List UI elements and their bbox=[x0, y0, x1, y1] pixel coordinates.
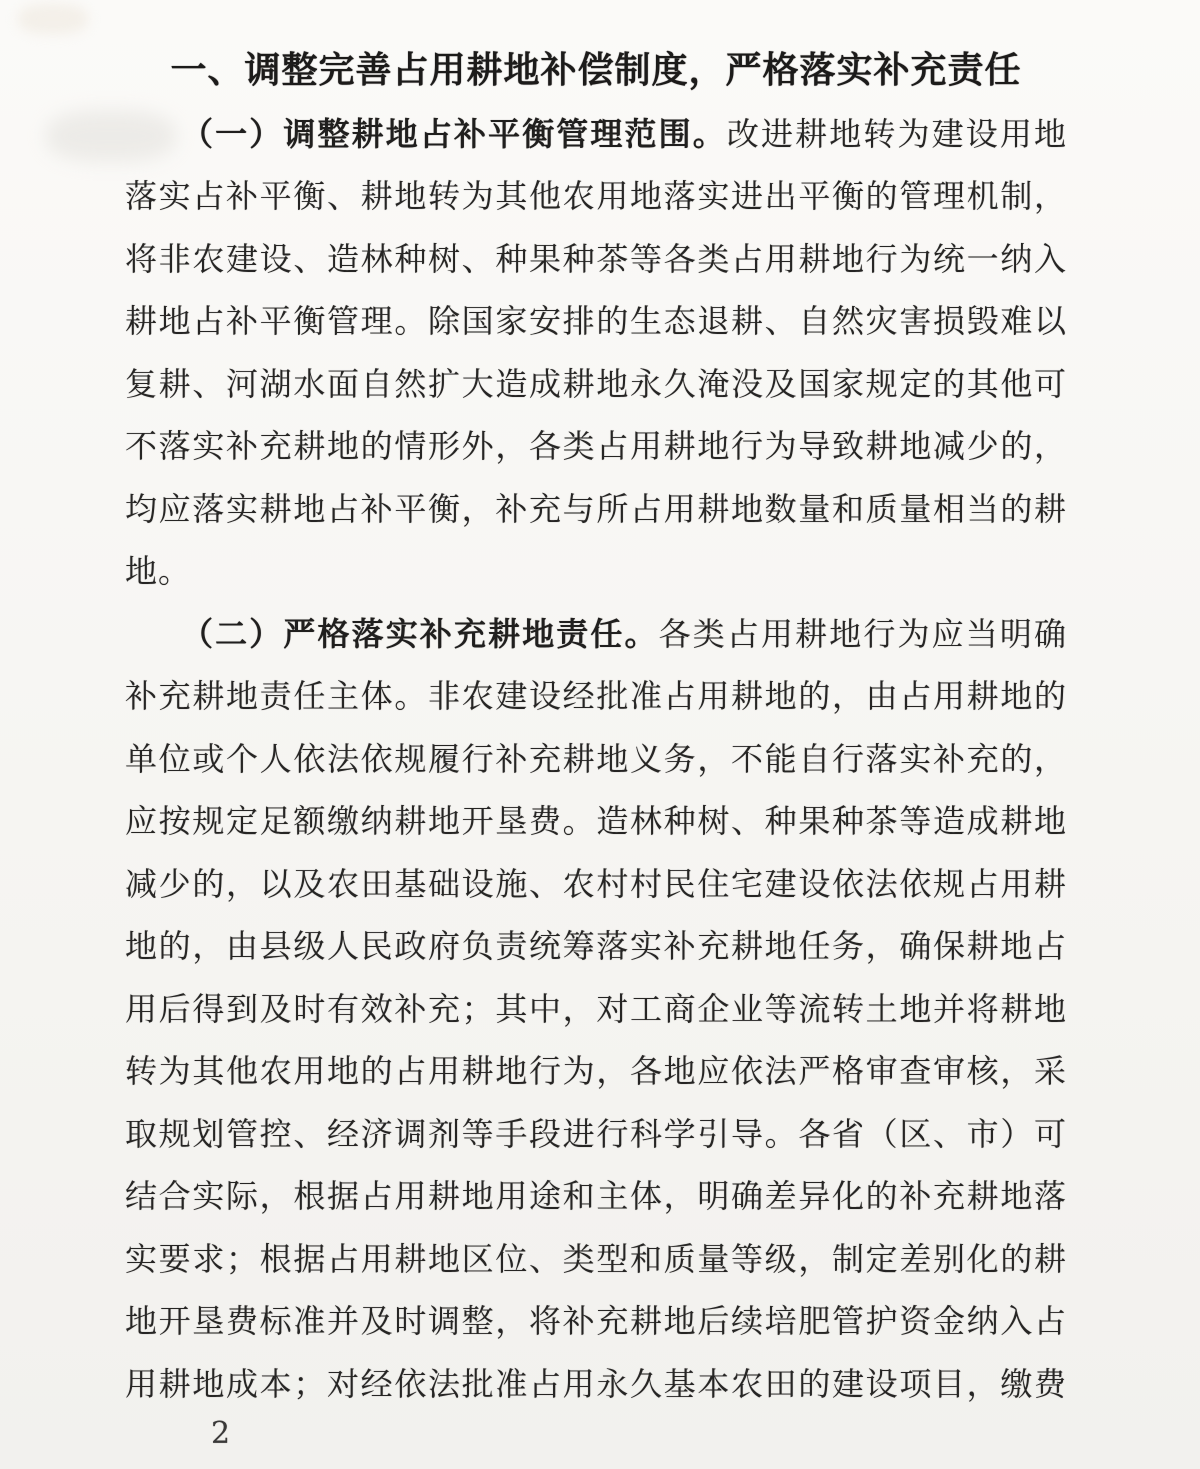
doc-line: 地的，由县级人民政府负责统筹落实补充耕地任务，确保耕地占 bbox=[125, 927, 1067, 965]
doc-line: 不落实补充耕地的情形外，各类占用耕地行为导致耕地减少的， bbox=[125, 427, 1067, 465]
page-number: 2 bbox=[211, 1416, 231, 1451]
doc-line: 用后得到及时有效补充；其中，对工商企业等流转土地并将耕地 bbox=[125, 989, 1067, 1028]
doc-line: 落实占补平衡、耕地转为其他农用地落实进出平衡的管理机制， bbox=[125, 177, 1067, 215]
doc-line: 结合实际，根据占用耕地用途和主体，明确差异化的补充耕地落 bbox=[125, 1177, 1067, 1215]
section-heading: 一、调整完善占用耕地补偿制度，严格落实补充责任 bbox=[170, 50, 1022, 91]
paragraph-lead: （二）严格落实补充耕地责任。 bbox=[181, 614, 659, 653]
doc-line: 取规划管控、经济调剂等手段进行科学引导。各省（区、市）可 bbox=[125, 1114, 1067, 1153]
doc-line: 复耕、河湖水面自然扩大造成耕地永久淹没及国家规定的其他可 bbox=[125, 364, 1067, 403]
doc-line: 将非农建设、造林种树、种果种茶等各类占用耕地行为统一纳入 bbox=[125, 239, 1067, 278]
document-body bbox=[125, 40, 1067, 1415]
doc-line: 地开垦费标准并及时调整，将补充耕地后续培肥管护资金纳入占 bbox=[125, 1302, 1067, 1340]
doc-line bbox=[125, 103, 1067, 166]
doc-line: 耕地占补平衡管理。除国家安排的生态退耕、自然灾害损毁难以 bbox=[125, 302, 1067, 340]
paragraph-text: 改进耕地转为建设用地 bbox=[726, 114, 1067, 153]
doc-line: 减少的，以及农田基础设施、农村村民住宅建设依法依规占用耕 bbox=[125, 864, 1067, 903]
doc-line: 应按规定足额缴纳耕地开垦费。造林种树、种果种茶等造成耕地 bbox=[125, 802, 1067, 840]
paragraph-text: 各类占用耕地行为应当明确 bbox=[658, 614, 1067, 653]
doc-line: 用耕地成本；对经依法批准占用永久基本农田的建设项目，缴费 bbox=[125, 1364, 1067, 1403]
doc-line: 均应落实耕地占补平衡，补充与所占用耕地数量和质量相当的耕 bbox=[125, 489, 1067, 528]
doc-line: 地。 bbox=[125, 552, 192, 590]
scan-artifact bbox=[18, 4, 88, 34]
doc-line: 补充耕地责任主体。非农建设经批准占用耕地的，由占用耕地的 bbox=[125, 677, 1067, 715]
paragraph-lead: （一）调整耕地占补平衡管理范围。 bbox=[181, 114, 727, 153]
doc-line: 单位或个人依法依规履行补充耕地义务，不能自行落实补充的， bbox=[125, 739, 1067, 778]
doc-line: 转为其他农用地的占用耕地行为，各地应依法严格审查审核，采 bbox=[125, 1052, 1067, 1090]
doc-line: 实要求；根据占用耕地区位、类型和质量等级，制定差别化的耕 bbox=[125, 1239, 1067, 1278]
doc-line bbox=[125, 603, 1067, 666]
